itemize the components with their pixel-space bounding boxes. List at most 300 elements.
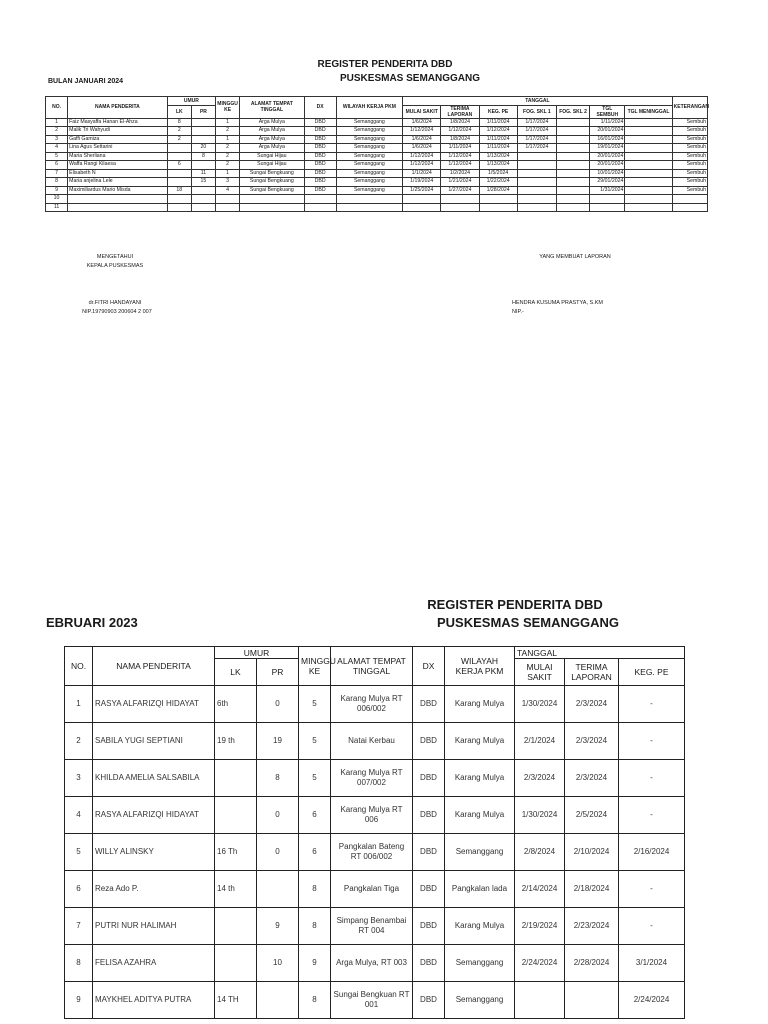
sheet1-title-line2: PUSKESMAS SEMANGGANG xyxy=(339,73,480,84)
cell-lk: 16 Th xyxy=(215,834,257,871)
col-terima-laporan: TERIMA LAPORAN xyxy=(441,105,479,118)
cell-ket: Sembuh xyxy=(672,144,707,153)
cell-alamat: Arga Mulya, RT 003 xyxy=(331,945,413,982)
cell-kegpe: 1/22/2024 xyxy=(479,178,517,187)
cell-nama: Reza Ado P. xyxy=(93,871,215,908)
cell-kegpe: - xyxy=(619,797,685,834)
cell-sembuh: 20/01/2024 xyxy=(590,152,625,161)
col-fog-skl-2: FOG. SKL 2 xyxy=(556,105,589,118)
cell-no: 6 xyxy=(46,161,68,170)
cell-lk: 14 th xyxy=(215,871,257,908)
cell-alamat: Pangkalan Tiga xyxy=(331,871,413,908)
cell-alamat xyxy=(240,195,304,204)
cell-wilayah: Semanggang xyxy=(445,945,515,982)
cell-nama: Gaffi Gamiza xyxy=(68,135,168,144)
cell-terima: 2/18/2024 xyxy=(565,871,619,908)
cell-no: 1 xyxy=(46,118,68,127)
cell-sembuh: 1/31/2024 xyxy=(590,186,625,195)
cell-fog2 xyxy=(556,161,589,170)
cell-sembuh: 10/01/2024 xyxy=(590,169,625,178)
col-pr: PR xyxy=(257,659,299,686)
cell-fog1 xyxy=(517,195,556,204)
table-row xyxy=(65,908,685,945)
cell-kegpe: 1/11/2024 xyxy=(479,118,517,127)
cell-mulai xyxy=(403,203,441,212)
cell-dx: DBD xyxy=(304,178,336,187)
cell-meninggal xyxy=(625,186,672,195)
cell-terima: 2/10/2024 xyxy=(565,834,619,871)
cell-lk: 19 th xyxy=(215,723,257,760)
cell-nama: Faiz Masyaffa Hanan El-Ahza xyxy=(68,118,168,127)
cell-kegpe: 1/12/2024 xyxy=(479,127,517,136)
sign-right-nip: NIP.- xyxy=(512,309,524,315)
col-fog-skl-1: FOG. SKL 1 xyxy=(517,105,556,118)
cell-fog2 xyxy=(556,152,589,161)
table-row xyxy=(46,127,708,136)
cell-kegpe xyxy=(479,203,517,212)
cell-lk xyxy=(167,144,191,153)
cell-alamat: Karang Mulya RT 007/002 xyxy=(331,760,413,797)
cell-meninggal xyxy=(625,203,672,212)
cell-dx: DBD xyxy=(413,723,445,760)
cell-dx: DBD xyxy=(304,186,336,195)
table-row xyxy=(65,982,685,1019)
sign-right-name: HENDRA KUSUMA PRASTYA, S.KM xyxy=(512,300,603,306)
cell-minggu xyxy=(216,203,240,212)
cell-terima xyxy=(565,982,619,1019)
cell-meninggal xyxy=(625,127,672,136)
cell-lk xyxy=(167,203,191,212)
cell-dx: DBD xyxy=(413,982,445,1019)
table-row xyxy=(65,760,685,797)
cell-fog2 xyxy=(556,135,589,144)
cell-kegpe: 2/24/2024 xyxy=(619,982,685,1019)
cell-fog2 xyxy=(556,118,589,127)
cell-dx: DBD xyxy=(413,908,445,945)
cell-kegpe: 1/11/2024 xyxy=(479,144,517,153)
cell-dx: DBD xyxy=(413,871,445,908)
col-dx: DX xyxy=(304,97,336,119)
cell-pr: 10 xyxy=(257,945,299,982)
cell-minggu: 2 xyxy=(216,127,240,136)
cell-wilayah: Semanggang xyxy=(336,178,402,187)
cell-nama xyxy=(68,195,168,204)
cell-lk xyxy=(167,169,191,178)
cell-nama: FELISA AZAHRA xyxy=(93,945,215,982)
col-dx: DX xyxy=(413,647,445,686)
table-row xyxy=(65,723,685,760)
cell-dx xyxy=(304,203,336,212)
cell-minggu: 1 xyxy=(216,118,240,127)
cell-lk xyxy=(167,178,191,187)
cell-dx: DBD xyxy=(304,118,336,127)
cell-ket: Sembuh xyxy=(672,152,707,161)
cell-fog2 xyxy=(556,144,589,153)
cell-lk: 2 xyxy=(167,127,191,136)
cell-minggu: 9 xyxy=(299,945,331,982)
cell-wilayah: Semanggang xyxy=(336,135,402,144)
col-nama: NAMA PENDERITA xyxy=(68,97,168,119)
cell-kegpe: 2/16/2024 xyxy=(619,834,685,871)
cell-mulai: 1/6/2024 xyxy=(403,144,441,153)
col-terima-laporan: TERIMA LAPORAN xyxy=(565,659,619,686)
cell-dx: DBD xyxy=(413,834,445,871)
cell-pr: 15 xyxy=(191,178,215,187)
cell-wilayah: Semanggang xyxy=(445,834,515,871)
cell-terima: 2/3/2024 xyxy=(565,723,619,760)
cell-alamat: Sungai Hijau xyxy=(240,152,304,161)
cell-wilayah: Semanggang xyxy=(336,152,402,161)
sheet1-month: BULAN JANUARI 2024 xyxy=(48,78,124,85)
cell-mulai: 1/6/2024 xyxy=(403,118,441,127)
col-tanggal: TANGGAL xyxy=(403,97,673,106)
cell-alamat: Sungai Bengkuang xyxy=(240,178,304,187)
cell-alamat: Simpang Benambai RT 004 xyxy=(331,908,413,945)
cell-wilayah: Karang Mulya xyxy=(445,908,515,945)
cell-pr xyxy=(191,161,215,170)
cell-ket: Sembuh xyxy=(672,161,707,170)
cell-alamat: Sungai Bengkuang xyxy=(240,169,304,178)
cell-terima: 2/5/2024 xyxy=(565,797,619,834)
cell-kegpe: 1/11/2024 xyxy=(479,135,517,144)
cell-alamat: Arga Mulya xyxy=(240,144,304,153)
cell-lk: 18 xyxy=(167,186,191,195)
cell-mulai: 1/19/2024 xyxy=(403,178,441,187)
col-alamat: ALAMAT TEMPAT TINGGAL xyxy=(331,647,413,686)
sheet2-register-table xyxy=(64,646,685,1019)
cell-terima: 1/12/2024 xyxy=(441,152,479,161)
cell-fog2 xyxy=(556,195,589,204)
cell-alamat: Sungai Hijau xyxy=(240,161,304,170)
cell-pr: 11 xyxy=(191,169,215,178)
cell-no: 8 xyxy=(65,945,93,982)
cell-wilayah: Semanggang xyxy=(336,144,402,153)
cell-ket: Sembuh xyxy=(672,178,707,187)
cell-pr: 19 xyxy=(257,723,299,760)
cell-fog1 xyxy=(517,203,556,212)
cell-wilayah: Karang Mulya xyxy=(445,760,515,797)
cell-lk xyxy=(167,195,191,204)
cell-kegpe: 3/1/2024 xyxy=(619,945,685,982)
cell-terima: 1/21/2024 xyxy=(441,178,479,187)
cell-kegpe: 1/28/2024 xyxy=(479,186,517,195)
col-wilayah: WILAYAH KERJA PKM xyxy=(445,647,515,686)
cell-minggu: 5 xyxy=(299,760,331,797)
cell-meninggal xyxy=(625,161,672,170)
cell-nama: SABILA YUGI SEPTIANI xyxy=(93,723,215,760)
cell-terima: 1/11/2024 xyxy=(441,144,479,153)
cell-mulai: 2/8/2024 xyxy=(515,834,565,871)
cell-mulai: 1/30/2024 xyxy=(515,797,565,834)
cell-pr: 0 xyxy=(257,834,299,871)
cell-lk xyxy=(215,760,257,797)
cell-nama: PUTRI NUR HALIMAH xyxy=(93,908,215,945)
cell-mulai: 2/14/2024 xyxy=(515,871,565,908)
cell-pr: 8 xyxy=(257,760,299,797)
cell-dx: DBD xyxy=(304,127,336,136)
cell-no: 3 xyxy=(65,760,93,797)
col-mulai-sakit: MULAI SAKIT xyxy=(515,659,565,686)
cell-no: 5 xyxy=(46,152,68,161)
cell-no: 10 xyxy=(46,195,68,204)
col-lk: LK xyxy=(215,659,257,686)
cell-nama: RASYA ALFARIZQI HIDAYAT xyxy=(93,686,215,723)
cell-wilayah: Karang Mulya xyxy=(445,797,515,834)
cell-nama: Maria anjelina Lele xyxy=(68,178,168,187)
col-minggu: MINGGU KE xyxy=(216,97,240,119)
cell-wilayah xyxy=(336,203,402,212)
sheet1-register-table xyxy=(45,96,708,212)
cell-ket xyxy=(672,203,707,212)
cell-kegpe: - xyxy=(619,871,685,908)
col-umur: UMUR xyxy=(167,97,215,106)
cell-sembuh xyxy=(590,203,625,212)
table-row xyxy=(46,161,708,170)
sheet2-title-line1: REGISTER PENDERITA DBD xyxy=(427,597,603,612)
cell-wilayah xyxy=(336,195,402,204)
cell-no: 3 xyxy=(46,135,68,144)
cell-dx: DBD xyxy=(304,144,336,153)
cell-ket: Sembuh xyxy=(672,127,707,136)
table-row xyxy=(46,186,708,195)
cell-minggu: 2 xyxy=(216,152,240,161)
cell-alamat: Arga Mulya xyxy=(240,118,304,127)
cell-alamat: Natai Kerbau xyxy=(331,723,413,760)
sign-left-name: dr.FITRI HANDAYANI xyxy=(88,300,142,306)
cell-no: 2 xyxy=(65,723,93,760)
cell-lk xyxy=(215,945,257,982)
cell-no: 5 xyxy=(65,834,93,871)
cell-alamat: Karang Mulya RT 006/002 xyxy=(331,686,413,723)
cell-dx: DBD xyxy=(304,169,336,178)
cell-mulai: 2/19/2024 xyxy=(515,908,565,945)
col-alamat: ALAMAT TEMPAT TINGGAL xyxy=(240,97,304,119)
cell-lk: 8 xyxy=(167,118,191,127)
cell-fog1 xyxy=(517,169,556,178)
cell-lk: 2 xyxy=(167,135,191,144)
cell-mulai: 1/6/2024 xyxy=(403,135,441,144)
cell-minggu: 2 xyxy=(216,161,240,170)
cell-nama xyxy=(68,203,168,212)
cell-pr: 20 xyxy=(191,144,215,153)
cell-minggu: 6 xyxy=(299,834,331,871)
cell-terima xyxy=(441,195,479,204)
cell-nama: Lina Agus Settarini xyxy=(68,144,168,153)
cell-alamat xyxy=(240,203,304,212)
cell-pr xyxy=(257,982,299,1019)
cell-mulai: 1/12/2024 xyxy=(403,152,441,161)
cell-lk xyxy=(167,152,191,161)
col-keg-pe: KEG. PE xyxy=(619,659,685,686)
cell-wilayah: Semanggang xyxy=(445,982,515,1019)
cell-alamat: Karang Mulya RT 006 xyxy=(331,797,413,834)
cell-minggu: 4 xyxy=(216,186,240,195)
cell-nama: WILLY ALINSKY xyxy=(93,834,215,871)
cell-wilayah: Semanggang xyxy=(336,186,402,195)
cell-pr xyxy=(191,135,215,144)
cell-wilayah: Semanggang xyxy=(336,169,402,178)
cell-dx: DBD xyxy=(413,945,445,982)
cell-mulai: 1/25/2024 xyxy=(403,186,441,195)
cell-kegpe: 1/13/2024 xyxy=(479,152,517,161)
cell-fog1: 1/17/2024 xyxy=(517,118,556,127)
cell-meninggal xyxy=(625,178,672,187)
cell-fog1 xyxy=(517,186,556,195)
cell-no: 2 xyxy=(46,127,68,136)
cell-fog1: 1/17/2024 xyxy=(517,135,556,144)
col-keterangan: KETERANGAN xyxy=(672,97,707,119)
sheet1-header-row-top xyxy=(46,97,708,106)
cell-sembuh: 1/11/2024 xyxy=(590,118,625,127)
cell-mulai: 1/12/2024 xyxy=(403,127,441,136)
cell-alamat: Arga Mulya xyxy=(240,135,304,144)
cell-mulai: 2/1/2024 xyxy=(515,723,565,760)
cell-dx: DBD xyxy=(413,686,445,723)
cell-fog2 xyxy=(556,203,589,212)
cell-ket xyxy=(672,195,707,204)
col-minggu: MINGGU KE xyxy=(299,647,331,686)
cell-wilayah: Semanggang xyxy=(336,127,402,136)
sign-left-nip: NIP.19790903 200604 2 007 xyxy=(82,309,152,315)
cell-meninggal xyxy=(625,118,672,127)
sign-right-line1: YANG MEMBUAT LAPORAN xyxy=(539,254,611,260)
cell-dx: DBD xyxy=(413,797,445,834)
cell-lk: 14 TH xyxy=(215,982,257,1019)
cell-terima: 2/3/2024 xyxy=(565,686,619,723)
cell-nama: KHILDA AMELIA SALSABILA xyxy=(93,760,215,797)
cell-terima: 1/8/2024 xyxy=(441,118,479,127)
cell-nama: Maria Sherliana xyxy=(68,152,168,161)
cell-ket: Sembuh xyxy=(672,186,707,195)
cell-wilayah: Pangkalan lada xyxy=(445,871,515,908)
cell-mulai: 1/30/2024 xyxy=(515,686,565,723)
cell-kegpe: 1/13/2024 xyxy=(479,161,517,170)
cell-terima: 1/12/2024 xyxy=(441,127,479,136)
table-row xyxy=(46,169,708,178)
sign-left-line2: KEPALA PUSKESMAS xyxy=(86,263,144,269)
cell-ket: Sembuh xyxy=(672,118,707,127)
cell-lk xyxy=(215,908,257,945)
cell-meninggal xyxy=(625,195,672,204)
col-wilayah: WILAYAH KERJA PKM xyxy=(336,97,402,119)
cell-kegpe xyxy=(479,195,517,204)
cell-nama: Malik Tri Wahyudi xyxy=(68,127,168,136)
cell-wilayah: Semanggang xyxy=(336,161,402,170)
cell-minggu: 5 xyxy=(299,686,331,723)
cell-kegpe: - xyxy=(619,908,685,945)
cell-alamat: Pangkalan Bateng RT 006/002 xyxy=(331,834,413,871)
cell-dx: DBD xyxy=(304,161,336,170)
cell-fog2 xyxy=(556,178,589,187)
cell-alamat: Arga Mulya xyxy=(240,127,304,136)
sheet2-header-row-top xyxy=(65,647,685,659)
cell-kegpe: - xyxy=(619,686,685,723)
cell-wilayah: Karang Mulya xyxy=(445,686,515,723)
table-row xyxy=(46,178,708,187)
cell-sembuh: 20/01/2024 xyxy=(590,127,625,136)
col-keg-pe: KEG. PE xyxy=(479,105,517,118)
cell-dx: DBD xyxy=(413,760,445,797)
cell-pr xyxy=(191,127,215,136)
table-row xyxy=(65,686,685,723)
col-pr: PR xyxy=(191,105,215,118)
cell-fog1: 1/17/2024 xyxy=(517,144,556,153)
cell-nama: Elisabeth N xyxy=(68,169,168,178)
cell-pr: 8 xyxy=(191,152,215,161)
cell-no: 7 xyxy=(65,908,93,945)
table-row xyxy=(46,203,708,212)
col-no: NO. xyxy=(65,647,93,686)
cell-nama: MAYKHEL ADITYA PUTRA xyxy=(93,982,215,1019)
cell-dx: DBD xyxy=(304,135,336,144)
cell-nama: Waffa Rangi Kilaesa xyxy=(68,161,168,170)
cell-terima: 2/23/2024 xyxy=(565,908,619,945)
cell-meninggal xyxy=(625,152,672,161)
cell-sembuh: 29/01/2024 xyxy=(590,178,625,187)
col-nama: NAMA PENDERITA xyxy=(93,647,215,686)
cell-no: 11 xyxy=(46,203,68,212)
cell-kegpe: - xyxy=(619,723,685,760)
cell-terima: 2/28/2024 xyxy=(565,945,619,982)
cell-alamat: Sungai Bengkuang xyxy=(240,186,304,195)
table-row xyxy=(65,834,685,871)
cell-no: 9 xyxy=(65,982,93,1019)
cell-pr xyxy=(191,195,215,204)
cell-fog2 xyxy=(556,186,589,195)
cell-mulai: 2/3/2024 xyxy=(515,760,565,797)
cell-kegpe: - xyxy=(619,760,685,797)
table-row xyxy=(46,144,708,153)
cell-no: 8 xyxy=(46,178,68,187)
cell-pr: 9 xyxy=(257,908,299,945)
sheet2-title-line2: PUSKESMAS SEMANGGANG xyxy=(436,615,620,630)
cell-alamat: Sungai Bengkuan RT 001 xyxy=(331,982,413,1019)
cell-no: 1 xyxy=(65,686,93,723)
cell-no: 9 xyxy=(46,186,68,195)
cell-fog1 xyxy=(517,152,556,161)
cell-terima xyxy=(441,203,479,212)
cell-sembuh: 19/01/2024 xyxy=(590,144,625,153)
table-row xyxy=(46,195,708,204)
cell-fog1 xyxy=(517,161,556,170)
cell-terima: 1/27/2024 xyxy=(441,186,479,195)
table-row xyxy=(65,871,685,908)
cell-minggu: 1 xyxy=(216,135,240,144)
cell-meninggal xyxy=(625,135,672,144)
col-lk: LK xyxy=(167,105,191,118)
cell-lk: 6th xyxy=(215,686,257,723)
cell-terima: 1/2/2024 xyxy=(441,169,479,178)
col-mulai-sakit: MULAI SAKIT xyxy=(403,105,441,118)
cell-mulai: 2/24/2024 xyxy=(515,945,565,982)
cell-nama: RASYA ALFARIZQI HIDAYAT xyxy=(93,797,215,834)
sheet1-title-line1: REGISTER PENDERITA DBD xyxy=(317,59,453,70)
cell-minggu xyxy=(216,195,240,204)
cell-mulai xyxy=(515,982,565,1019)
cell-lk: 6 xyxy=(167,161,191,170)
cell-fog1: 1/17/2024 xyxy=(517,127,556,136)
cell-mulai: 1/12/2024 xyxy=(403,161,441,170)
cell-meninggal xyxy=(625,169,672,178)
cell-dx xyxy=(304,195,336,204)
col-tgl-meninggal: TGL MENINGGAL xyxy=(625,105,672,118)
cell-terima: 1/12/2024 xyxy=(441,161,479,170)
cell-sembuh xyxy=(590,195,625,204)
cell-ket: Sembuh xyxy=(672,135,707,144)
cell-fog1 xyxy=(517,178,556,187)
cell-sembuh: 16/01/2024 xyxy=(590,135,625,144)
cell-mulai xyxy=(403,195,441,204)
